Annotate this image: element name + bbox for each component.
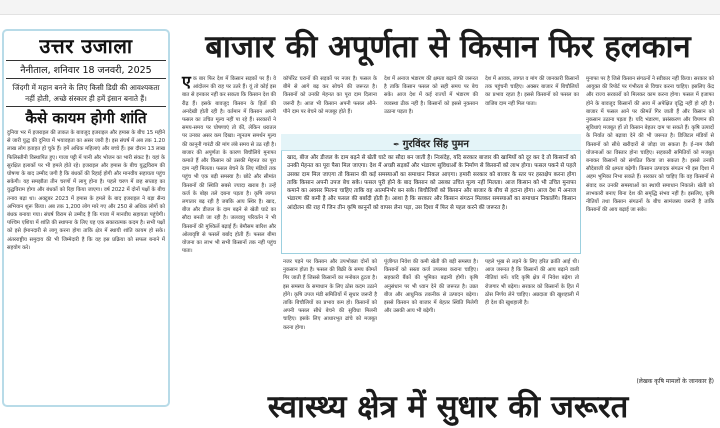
- divider: [6, 78, 166, 79]
- editorial-text: दुनिया भर में इजराइल की ताकत के बावजूद इजराइल और हमास के बीच 15 महीने से जारी युद्ध की दुनिया में भयावहता का असर जारी है। इस संघर्ष में अब तक 1.20 लाख लोग हताहत हो चुके हैं। हमें अधिक महिलाएं और बच्चे हैं। इस दौरान 13 लाख फिलिस्तीनी विस्थापित हुए। गाजा पट्टी में पानी और भोजन का भारी संकट है। यहां के सुरक्षित इलाकों पर भी हमले होते रहे। इजराइल और हमास के बीच युद्धविराम की घोषणा के बाद उम्मीद जगी है कि बंधकों की रिहाई होगी और मानवीय सहायता पहुंच सकेगी। यह समझौता तीन चरणों में लागू होना है। पहले चरण में छह सप्ताह का युद्धविराम होगा और बंधकों को रिहा किया जाएगा। वर्ष 2022 में दोनों पक्षों के बीच तनाव बढ़ा था। अक्टूबर 2023 में हमास के हमले के बाद इजराइल ने बड़ा सैन्य अभियान शुरू किया। अब तक 1,200 लोग मारे गए और 250 से अधिक लोगों को बंधक बनाया गया। संघर्ष विराम से उम्मीद है कि गाजा में मानवीय सहायता पहुंचेगी। पश्चिम एशिया में शांति की स्थापना के लिए यह एक सकारात्मक कदम है। सभी पक्षों को इसे ईमानदारी से लागू करना होगा ताकि क्षेत्र में स्थायी शांति कायम हो सके। अंतरराष्ट्रीय समुदाय की भी जिम्मेदारी है कि वह इस प्रक्रिया को सफल बनाने में सहयोग करे।: [7, 130, 165, 251]
- author-name: गुरविंदर सिंह पुमन: [402, 139, 469, 150]
- column-text: मुनाफा पर है जिसे किसान संगठनों ने स्वीकार नहीं किया। सरकार को आयुक्त की रिपोर्ट पर गंभीरता से विचार करना चाहिए। इसलिए केंद्र और राज्य सरकारों को मिलकर काम करना होगा। फसल में इजाफा होने के बावजूद किसानों की आय में अपेक्षित वृद्धि नहीं हो रही है। बाजार में फसल आने पर कीमतें गिर जाती हैं और किसान को नुकसान उठाना पड़ता है। यदि भंडारण, प्रसंस्करण और विपणन की सुविधाएं मजबूत हों तो किसान बेहतर दाम पा सकते हैं। कृषि उत्पादों के निर्यात को बढ़ावा देने की भी जरूरत है। डिजिटल मंडियों से किसानों को सीधे खरीदारों से जोड़ा जा सकता है। ई-नाम जैसी योजनाओं का विस्तार होना चाहिए। सहकारी समितियों को मजबूत बनाकर किसानों को संगठित किया जा सकता है। इससे उनकी सौदेबाजी की क्षमता बढ़ेगी। किसान उत्पादक संगठन भी इस दिशा में अहम भूमिका निभा सकते हैं। सरकार को चाहिए कि वह किसानों से संवाद कर उनकी समस्याओं का स्थायी समाधान निकाले। खेती को लाभकारी बनाए बिना देश की समृद्धि संभव नहीं है। इसलिए, कृषि नीतियों तथा किसान संगठनों के बीच सामंजस्य जरूरी है ताकि किसानों की आय बढ़ाई जा सके।: [586, 76, 714, 214]
- article-column-2-lower: [283, 258, 377, 332]
- inset-text: खाद, बीज और डीजल के दाम बढ़ने से खेती घाटे का सौदा बन जाती है। निःसंदेह, यदि सरकार बाजार की खामियों को दूर कर दे तो किसानों को उनकी मेहनत का पूरा पैसा मिल जाएगा। देश में अच्छी सड़कों और भंडारण सुविधाओं के निर्माण से किसानों को लाभ होगा। फसल पकने से पहले उसका दाम मिल जाएगा तो किसान की कई समस्याओं का समाधान निकल आएगा। हमारी सरकार को बाजार के स्तर पर हस्तक्षेप करना होगा ताकि किसान अपनी उपज बेच सके। फसल पूरी होने के बाद किसान को उसका उचित मूल्य नहीं मिलता। आज किसान को भी उचित मुनाफा कमाने का अवसर मिलना चाहिए ताकि वह आत्मनिर्भर बन सके। बिचौलियों को किसान और बाजार के बीच से हटाना होगा। आज देश में अनाज भंडारण की कमी है और फसल की बर्बादी होती है। आशा है कि सरकार और किसान संगठन मिलकर समस्याओं का समाधान निकालेंगे। किसान आंदोलन की राह में जिन तीन कृषि कानूनों को वापस लेना पड़ा, उस दिशा में फिर से पहल करने की जरूरत है।: [287, 155, 576, 211]
- author-note: (लेखक कृषि मामलों के जानकार हैं): [636, 378, 714, 385]
- next-article-headline: स्वास्थ्य क्षेत्र में सुधार की जरूरत: [267, 389, 629, 425]
- article-column-4-lower: [485, 258, 579, 307]
- drop-cap: ए: [182, 72, 191, 91]
- editorial-title: कैसे कायम होगी शांति: [25, 109, 147, 127]
- article-column-4: [485, 75, 579, 108]
- dateline: नैनीताल, शनिवार 18 जनवरी, 2025: [20, 65, 152, 76]
- column-text: देश में अनाज भंडारण की क्षमता बढ़ाने की जरूरत है ताकि किसान फसल को सही समय पर बेच सके। आज देश में कई राज्यों में भंडारण की व्यवस्था ठीक नहीं है। किसानों को इससे नुकसान उठाना पड़ता है।: [384, 76, 478, 115]
- column-text: पूंजीगत निवेश की कमी खेती की बड़ी समस्या है। किसानों को सस्ता कर्ज उपलब्ध कराना चाहिए। सहकारी बैंकों की भूमिका बढ़ानी होगी। कृषि अनुसंधान पर भी ध्यान देने की जरूरत है। उन्नत बीज और आधुनिक तकनीक से उत्पादन बढ़ेगा। इससे किसान को बाजार में बेहतर स्थिति मिलेगी और उसकी आय भी बढ़ेगी।: [384, 259, 478, 315]
- inset-body: [287, 154, 576, 212]
- byline: [281, 136, 581, 150]
- masthead-title: उत्तर उजाला: [39, 34, 133, 58]
- article-column-5: [586, 75, 714, 214]
- column-text: कॉर्पोरेट घरानों की सड़कों पर नजर है। फसल के बीमे से आगे बढ़ कर सोचने की जरूरत है। किसानों को उनकी मेहनत का पूरा दाम दिलाना जरूरी है। आज भी किसान अपनी फसल औने-पौने दाम पर बेचने को मजबूर होते हैं।: [283, 76, 377, 115]
- divider: [6, 106, 166, 107]
- article-column-2: [283, 75, 377, 116]
- editorial-body: [7, 129, 165, 252]
- thought-quote: जिंदगी में महान बनने के लिए किसी डिग्री की आवश्यकता नहीं होती, अच्छे संस्कार ही हमें इंसान बनाते हैं।: [12, 83, 160, 103]
- column-text: पहले भूख से लड़ने के लिए हरित क्रांति आई थी। आज जरूरत है कि किसानों की आय बढ़ाने वाली नीतियां बनें। यदि कृषि क्षेत्र में निवेश बढ़ेगा तो रोजगार भी बढ़ेगा। सरकार को किसानों के हित में ठोस निर्णय लेने चाहिए। अन्नदाता की खुशहाली में ही देश की खुशहाली है।: [485, 259, 579, 307]
- column-text: नजर पड़ने पर किसान और उपभोक्ता दोनों को नुकसान होता है। फसल की बिक्री के समय कीमतें गिर जाती हैं जिससे किसानों का मनोबल टूटता है। इस समस्या के समाधान के लिए ठोस कदम उठाने होंगे। कृषि उपज मंडी समितियों में सुधार जरूरी है ताकि बिचौलियों का प्रभाव कम हो। किसानों को अपनी फसल सीधे बेचने की सुविधा मिलनी चाहिए। इसके लिए आधारभूत ढांचे को मजबूत करना होगा।: [283, 259, 377, 331]
- article-column-3-lower: [384, 258, 478, 315]
- top-strip: [0, 0, 720, 15]
- column-text: क बार फिर देश में किसान सड़कों पर हैं। वे आंदोलन की राह पर उतरे हैं। यूं तो कोई इस बात से इनकार नहीं कर सकता कि किसान देश की रीढ़ हैं। इसके बावजूद किसान के हितों की अनदेखी होती रही है। वर्तमान में किसान अपनी फसल का उचित मूल्य नहीं पा रहे हैं। सरकारों ने समय-समय पर घोषणाएं तो कीं, लेकिन धरातल पर उनका असर कम दिखा। न्यूनतम समर्थन मूल्य की कानूनी गारंटी की मांग लंबे समय से उठ रही है। बाजार की अपूर्णता के कारण बिचौलिये मुनाफा कमाते हैं और किसान को उसकी मेहनत का पूरा दाम नहीं मिलता। फसल बेचने के लिए मंडियों तक पहुंच भी एक बड़ी समस्या है। छोटे और सीमांत किसानों की स्थिति सबसे ज्यादा खराब है। उन्हें कर्ज के बोझ तले दबना पड़ता है। कृषि लागत लगातार बढ़ रही है जबकि आय स्थिर है। खाद, बीज और डीजल के दाम बढ़ने से खेती घाटे का सौदा बनती जा रही है। जलवायु परिवर्तन ने भी किसानों की मुश्किलें बढ़ाई हैं। बेमौसम बारिश और ओलावृष्टि से फसलें बर्बाद होती हैं। फसल बीमा योजना का लाभ भी सभी किसानों तक नहीं पहुंच पाता।: [182, 76, 276, 255]
- article-column-3: [384, 75, 478, 116]
- divider: [6, 60, 166, 61]
- article-headline: बाजार की अपूर्णता से किसान फिर हलकान: [205, 29, 691, 65]
- column-text: देश में आवक, लागत व मांग की जानकारी किसानों तक पहुंचनी चाहिए। अक्सर बाजार में बिचौलियों का प्रभाव रहता है। इससे किसानों को फसल का वाजिब दाम नहीं मिल पाता।: [485, 76, 579, 107]
- article-column-1: [182, 72, 276, 255]
- pen-icon: ✒: [393, 140, 400, 149]
